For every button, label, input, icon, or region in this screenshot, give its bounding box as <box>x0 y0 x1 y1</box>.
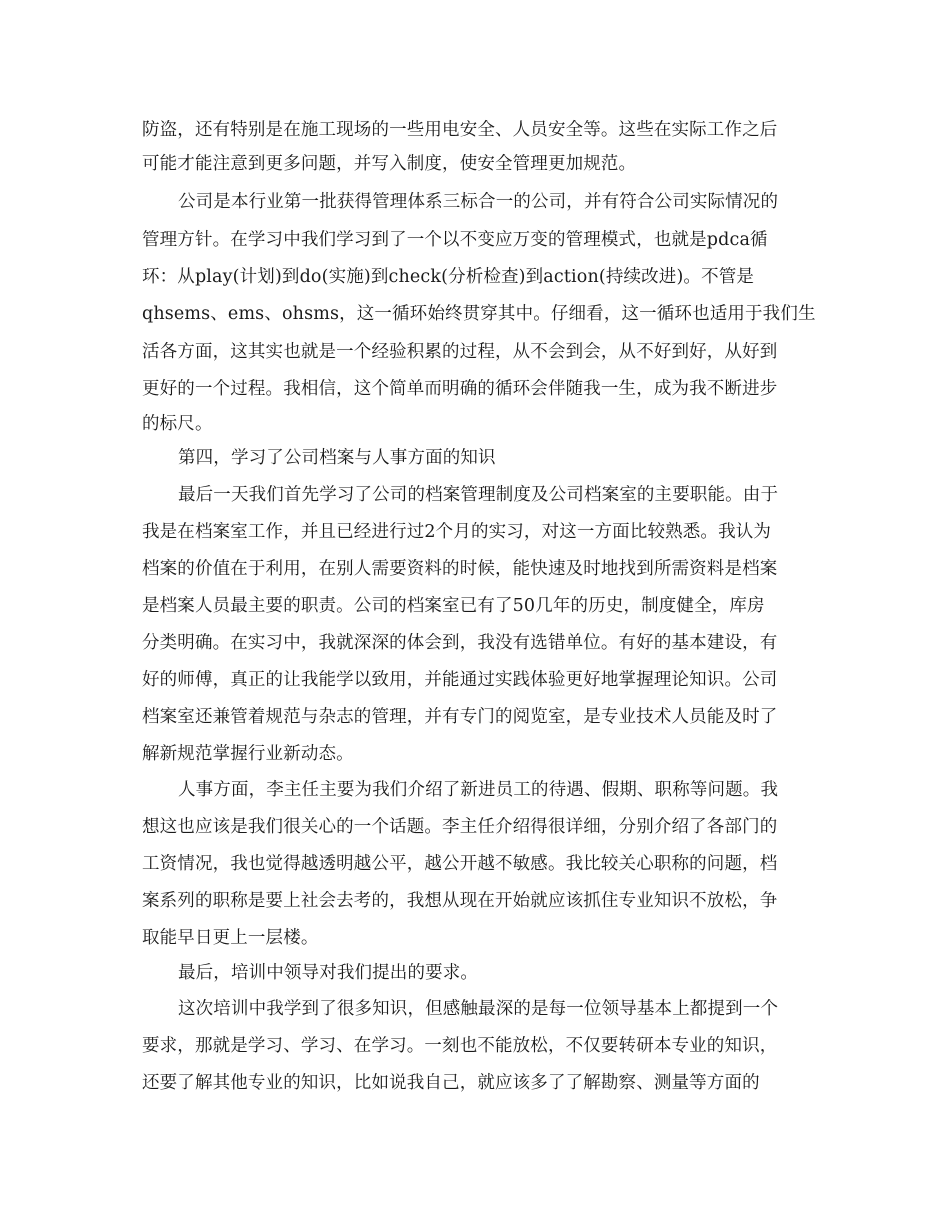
text-line: 可能才能注意到更多问题，并写入制度，使安全管理更加规范。 <box>142 154 637 174</box>
text-line: qhsems、ems、ohsms，这一循环始终贯穿其中。仔细看，这一循环也适用于我们生 <box>142 304 816 324</box>
paragraph-start: 最后一天我们首先学习了公司的档案管理制度及公司档案室的主要职能。由于 <box>178 485 779 505</box>
text-line: 更好的一个过程。我相信，这个简单而明确的循环会伴随我一生，成为我不断进步 <box>142 379 778 399</box>
text-line: 分类明确。在实习中，我就深深的体会到，我没有选错单位。有好的基本建设，有 <box>142 633 778 653</box>
text-line: 还要了解其他专业的知识，比如说我自己，就应该多了了解勘察、测量等方面的 <box>142 1073 760 1093</box>
text-line: 案系列的职称是要上社会去考的，我想从现在开始就应该抓住专业知识不放松，争 <box>142 891 778 911</box>
paragraph-start: 这次培训中我学到了很多知识，但感触最深的是每一位领导基本上都提到一个 <box>178 999 779 1019</box>
text-line: 工资情况，我也觉得越透明越公平，越公开越不敏感。我比较关心职称的问题，档 <box>142 854 778 874</box>
text-line: 的标尺。 <box>142 414 213 434</box>
text-line: 活各方面，这其实也就是一个经验积累的过程，从不会到会，从不好到好，从好到 <box>142 342 778 362</box>
text-line: 是档案人员最主要的职责。公司的档案室已有了50几年的历史，制度健全，库房 <box>142 596 765 616</box>
section-heading: 最后，培训中领导对我们提出的要求。 <box>178 963 479 983</box>
text-line: 防盗，还有特别是在施工现场的一些用电安全、人员安全等。这些在实际工作之后 <box>142 120 778 140</box>
text-line: 解新规范掌握行业新动态。 <box>142 744 354 764</box>
text-line: 我是在档案室工作，并且已经进行过2个月的实习，对这一方面比较熟悉。我认为 <box>142 522 772 542</box>
text-line: 档案的价值在于利用，在别人需要资料的时候，能快速及时地找到所需资料是档案 <box>142 559 778 579</box>
text-line: 取能早日更上一层楼。 <box>142 928 319 948</box>
paragraph-start: 公司是本行业第一批获得管理体系三标合一的公司，并有符合公司实际情况的 <box>178 192 779 212</box>
text-line: 好的师傅，真正的让我能学以致用，并能通过实践体验更好地掌握理论知识。公司 <box>142 670 778 690</box>
section-heading: 第四，学习了公司档案与人事方面的知识 <box>178 448 496 468</box>
text-line: 要求，那就是学习、学习、在学习。一刻也不能放松，不仅要转研本专业的知识， <box>142 1036 778 1056</box>
text-line: 管理方针。在学习中我们学习到了一个以不变应万变的管理模式，也就是pdca循 <box>142 230 768 250</box>
text-line: 环：从play(计划)到do(实施)到check(分析检查)到action(持续改进)。不管是 <box>142 267 755 287</box>
text-line: 想这也应该是我们很关心的一个话题。李主任介绍得很详细，分别介绍了各部门的 <box>142 817 778 837</box>
paragraph-start: 人事方面，李主任主要为我们介绍了新进员工的待遇、假期、职称等问题。我 <box>178 780 779 800</box>
text-line: 档案室还兼管着规范与杂志的管理，并有专门的阅览室，是专业技术人员能及时了 <box>142 707 778 727</box>
